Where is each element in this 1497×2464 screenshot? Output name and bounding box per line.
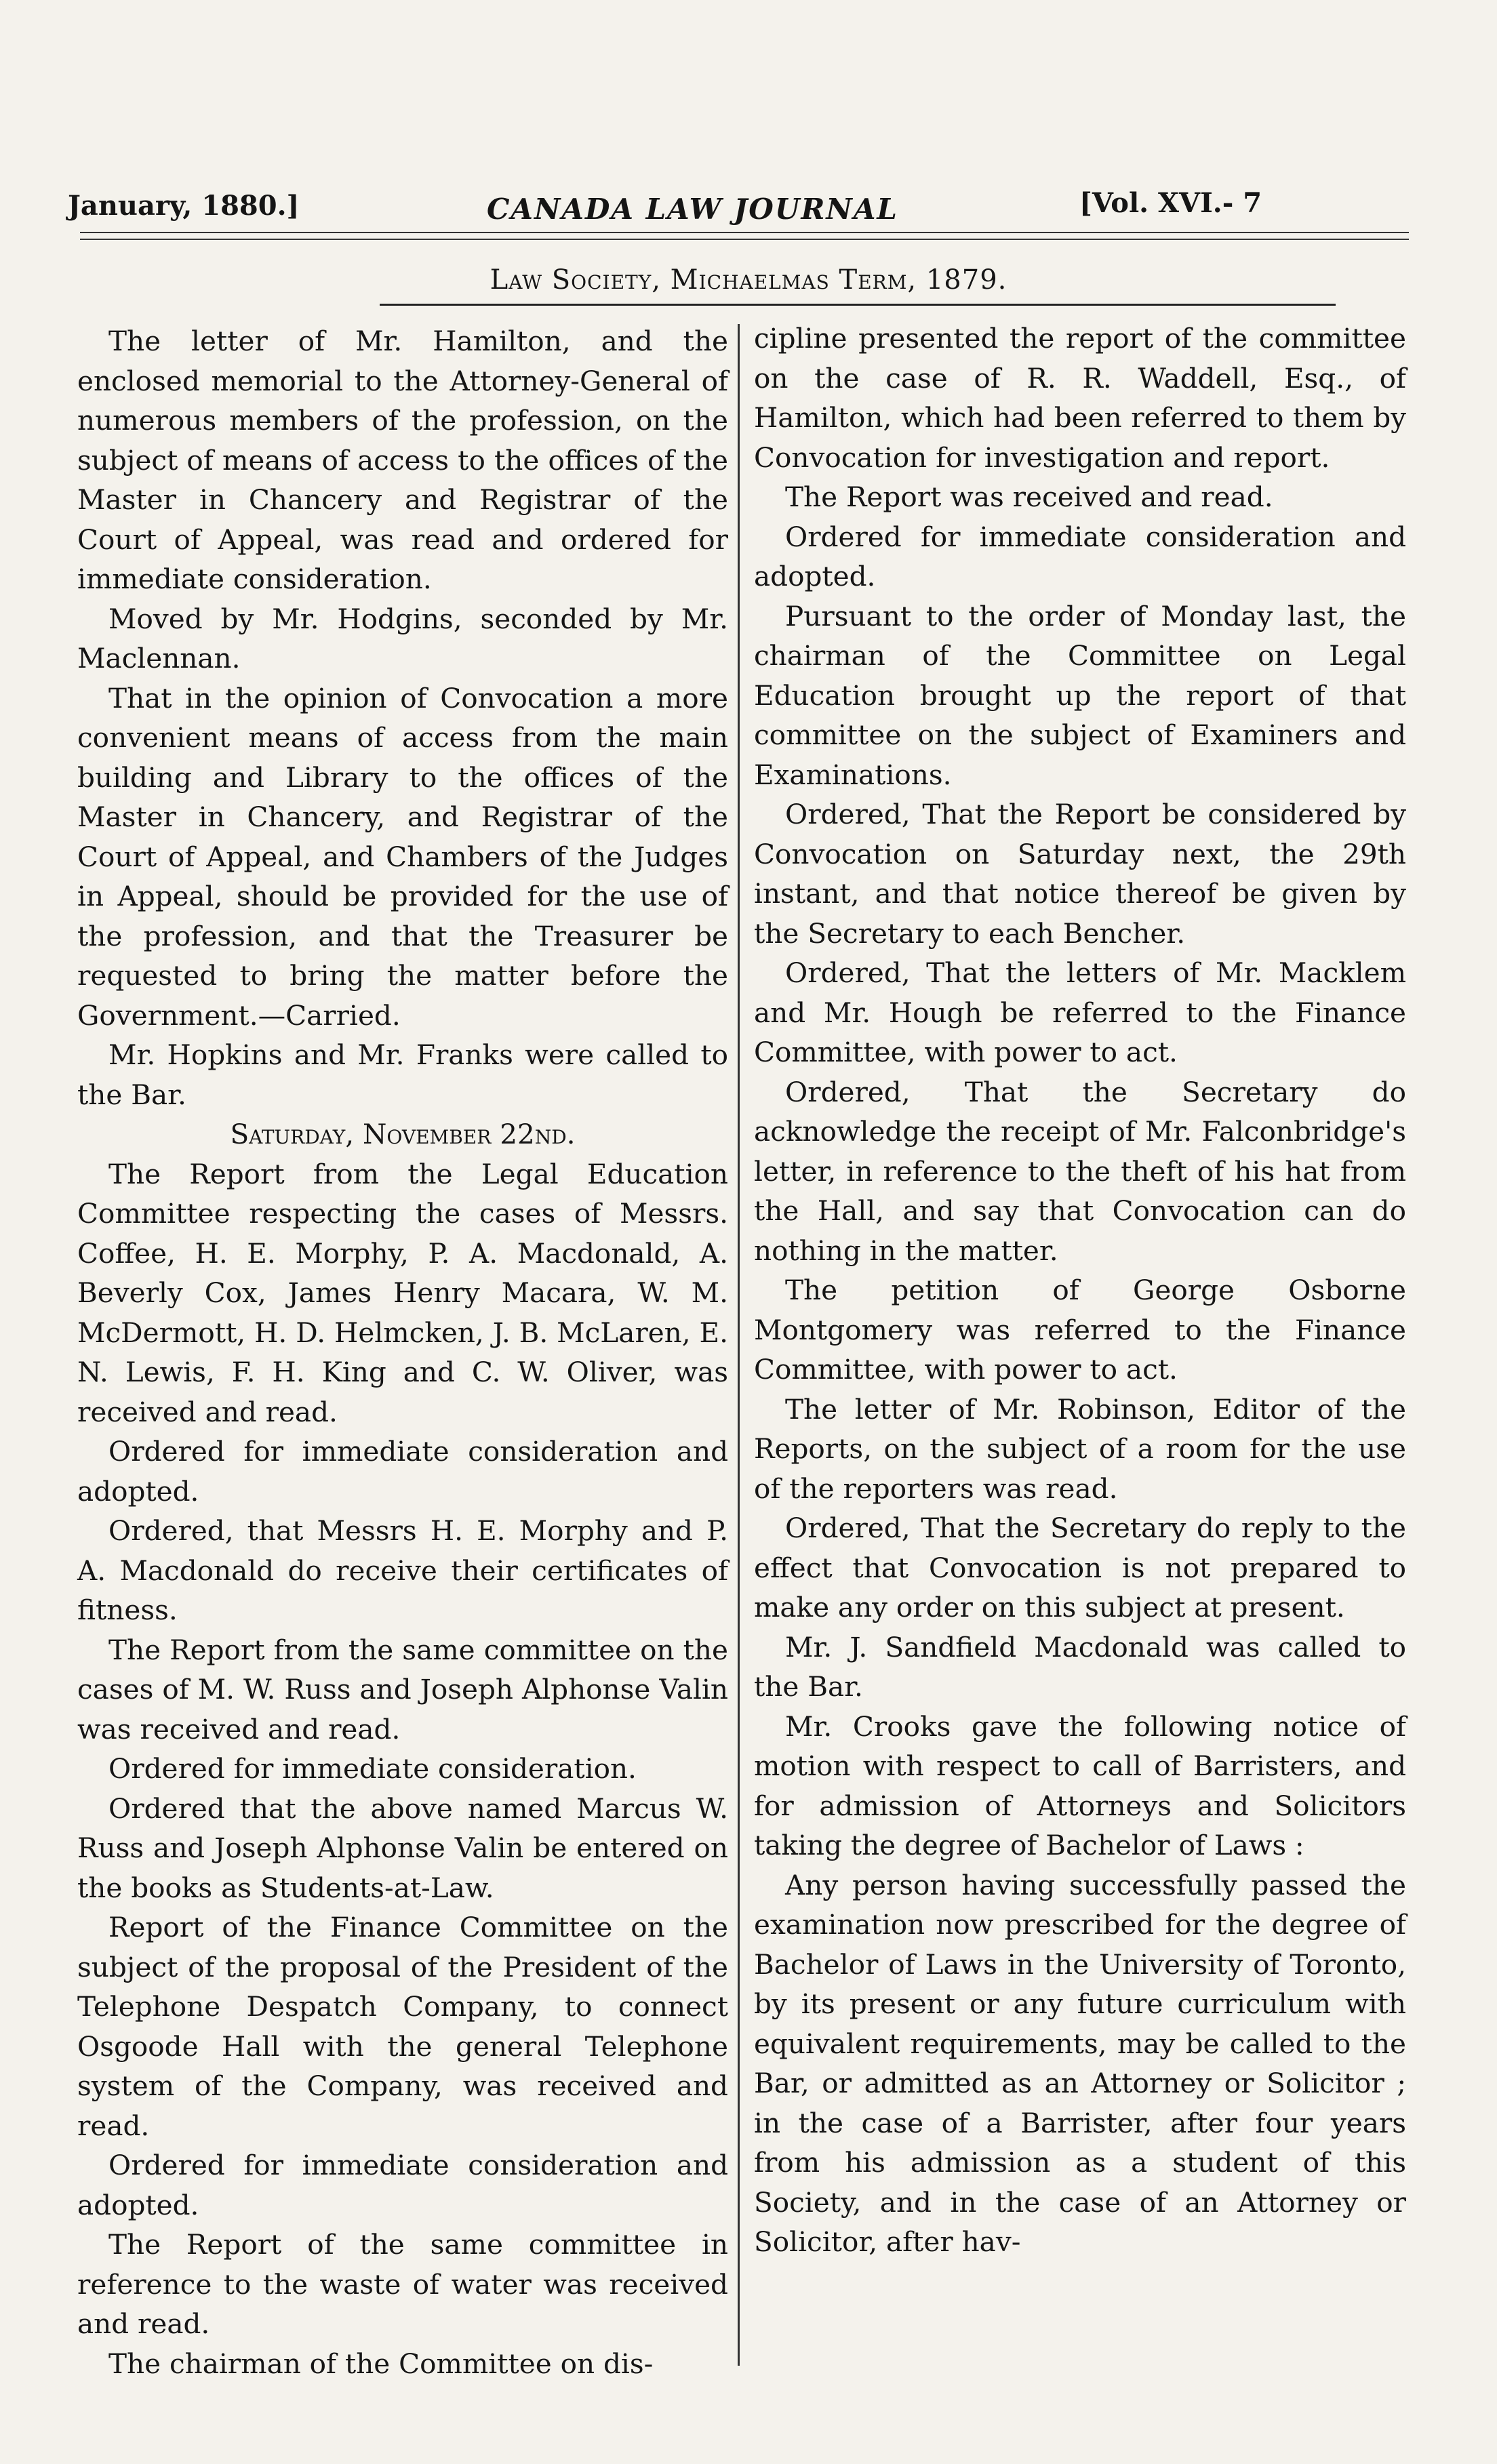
paragraph: Mr. Hopkins and Mr. Franks were called to the Bar. [77,1038,728,1111]
paragraph: cipline presented the report of the committee on the case of R. R. Waddell, Esq., of Hamilton, which had been referred to them by Convocation for investigation and report. [754,322,1406,474]
paragraph: The letter of Mr. Hamilton, and the enclosed memorial to the Attorney-General of numerous members of the profession, on the subject of means of access to the offices of the Master in Chancery and Registrar of the Court of Appeal, was read and ordered for immediate consideration. [77,325,728,595]
paragraph: Ordered for immediate consideration and adopted. [77,1435,728,1508]
paragraph: Ordered that the above named Marcus W. Russ and Joseph Alphonse Valin be entered on the books as Students-at-Law. [77,1792,728,1904]
paragraph: Ordered, That the letters of Mr. Macklem and Mr. Hough be referred to the Finance Committee, with power to act. [754,956,1406,1068]
date-subheading: Saturday, November 22nd. [230,1118,576,1150]
right-column [754,319,1406,2262]
paragraph: Moved by Mr. Hodgins, seconded by Mr. Maclennan. [77,602,728,674]
paragraph: Ordered, That the Report be considered by Convocation on Saturday next, the 29th instant, and that notice thereof be given by the Secretary to each Bencher. [754,798,1406,950]
paragraph: The letter of Mr. Robinson, Editor of the Reports, on the subject of a room for the use of the reporters was read. [754,1392,1406,1505]
paragraph: Pursuant to the order of Monday last, the chairman of the Committee on Legal Education brought up the report of that committee on the subject of Examiners and Examinations. [754,599,1406,791]
section-subheading: Law Society, Michaelmas Term, 1879. [490,264,1007,296]
paragraph: The Report from the same committee on the cases of M. W. Russ and Joseph Alphonse Valin was received and read. [77,1633,728,1745]
paragraph: Ordered, that Messrs H. E. Morphy and P. A. Macdonald do receive their certificates of fitness. [77,1514,728,1626]
paragraph: Any person having successfully passed the examination now prescribed for the degree of Bachelor of Laws in the University of Toronto, by its present or any future curriculum with equivalent requirements, may be called to the Bar, or admitted as an Attorney or Solicitor ; in the case of a Barrister, after four years from his admission as a student of this Society, and in the case of an Attorney or Solicitor, after hav- [754,1868,1406,2258]
header-rule-bottom [80,239,1409,240]
paragraph: The Report was received and read. [785,481,1273,513]
paragraph: The Report of the same committee in reference to the waste of water was received and read. [77,2228,728,2340]
paragraph: Report of the Finance Committee on the subject of the proposal of the President of the Telephone Despatch Company, to connect Osgoode Hall with the general Telephone system of the Company, was received and read. [77,1911,728,2142]
paragraph: Ordered for immediate consideration and adopted. [754,520,1406,592]
paragraph: Mr. J. Sandfield Macdonald was called to the Bar. [754,1630,1406,1703]
paragraph: Ordered for immediate consideration. [108,1752,637,1785]
paragraph: Mr. Crooks gave the following notice of motion with respect to call of Barristers, and for admission of Attorneys and Solicitors taking the degree of Bachelor of Laws : [754,1710,1406,1861]
paragraph: The petition of George Osborne Montgomery was referred to the Finance Committee, with power to act. [754,1274,1406,1386]
volume-number: [Vol. XVI.- 7 [1079,187,1262,219]
paragraph: Ordered, That the Secretary do acknowledge the receipt of Mr. Falconbridge's letter, in reference to the theft of his hat from the Hall, and say that Convocation can do nothing in the matter. [754,1075,1406,1267]
left-column [77,321,728,2383]
paragraph: The Report from the Legal Education Committee respecting the cases of Messrs. Coffee, H. E. Morphy, P. A. Macdonald, A. Beverly Cox, James Henry Macara, W. M. McDermott, H. D. Helmcken, J. B. McLaren, E. N. Lewis, F. H. King and C. W. Oliver, was received and read. [77,1157,728,1428]
column-divider [738,324,740,2366]
paragraph: Ordered, That the Secretary do reply to the effect that Convocation is not prepared to make any order on this subject at present. [754,1512,1406,1623]
paragraph: Ordered for immediate consideration and adopted. [77,2149,728,2221]
paragraph: That in the opinion of Convocation a more convenient means of access from the main building and Library to the offices of the Master in Chancery, and Registrar of the Court of Appeal, and Chambers of the Judges in Appeal, should be provided for the use of the profession, and that the Treasurer be requested to bring the matter before the Government.—Carried. [77,681,728,1032]
header-date: January, 1880.] [68,190,300,222]
journal-title: CANADA LAW JOURNAL [487,193,898,226]
subheading-rule [380,304,1336,306]
header-rule-top [80,232,1409,233]
paragraph: The chairman of the Committee on dis- [108,2347,654,2380]
